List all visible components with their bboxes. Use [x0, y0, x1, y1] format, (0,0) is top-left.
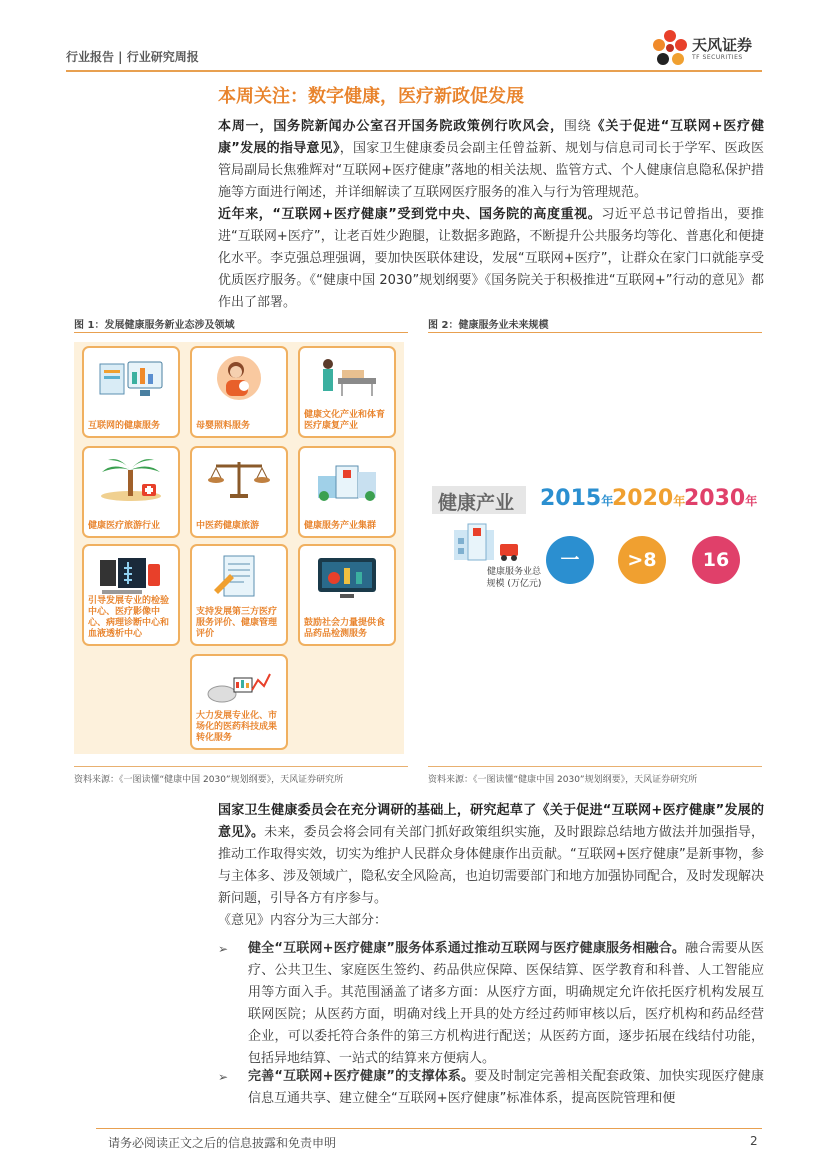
paragraph-1-body: ，国家卫生健康委员会副主任曾益新、规划与信息司司长于学军、医政医管局副局长焦雅辉对“互联网+医疗健康”落地的相关法规、监管方式、个人健康信息隐私保护措施等方面进行阐述，并详细解读了互联网医疗服务的准入与行为管理规范。 [218, 141, 764, 200]
bullet-arrow-icon: ➢ [218, 1070, 229, 1084]
document-icon [206, 554, 272, 600]
bullet-1-body: 融合需要从医疗、公共卫生、家庭医生签约、药品供应保障、医保结算、医学教育和科普、人工智能应用等方面入手。其范围涵盖了诸多方面：从医疗方面，明确规定允许依托医疗机构发展互联网医院；从医药方面，明确对线上开具的处方经过药师审核以后，医疗机构和药品经营企业，可以委托符合条件的第三方机构进行配送；从医药方面，逐步拓展在线结付功能，包括异地结算、一站式的结算来方便病人。 [248, 941, 764, 1066]
company-logo [650, 28, 770, 70]
buildings-icon [314, 456, 380, 502]
paragraph-1-lead: 本周一，国务院新闻办公室召开国务院政策例行吹风会， [218, 119, 564, 134]
paragraph-2 [218, 204, 764, 314]
paragraph-3-lead: 国家卫生健康委员会在充分调研的基础上，研究起草了《关于促进“互联网+医疗健康”发展的意见》。 [218, 803, 764, 840]
paragraph-1-doc: 《关于促进“互联网+医疗健康”发展的指导意见》 [218, 119, 764, 156]
industry-heading: 健康产业 [438, 492, 515, 514]
paragraph-4: 《意见》内容分为三大部分： [218, 913, 388, 928]
value-circle-2015: 一 [546, 536, 594, 584]
paragraph-2-body: 习近平总书记曾指出，要推进“互联网+医疗”，让老百姓少跑腿，让数据多跑路，不断提升公共服务均等化、普惠化和便捷化水平。李克强总理强调，要加快医联体建设，发展“互联网+医疗”，让群众在家门口就能享受优质医疗服务。《“健康中国 2030”规划纲要》《国务院关于积极推进“互联网+”行动的意见》都作出了部署。 [218, 207, 764, 310]
figure-2-rule [428, 332, 762, 333]
card-label: 引导发展专业的检验中心、医疗影像中心、病理诊断中心和血液透析中心 [88, 596, 170, 639]
nurse-patient-icon [314, 356, 380, 402]
figure-1-panel [74, 342, 404, 754]
figure-1-title: 图 1：发展健康服务新业态涉及领域 [74, 320, 235, 331]
card-medical-tourism [82, 446, 180, 538]
year-2015 [540, 486, 613, 511]
page-number: 2 [750, 1134, 758, 1148]
figure-2-title: 图 2：健康服务业未来规模 [428, 320, 549, 331]
section-title: 本周关注：数字健康，医疗新政促发展 [218, 86, 524, 107]
logo-name: 天风证券 [692, 36, 753, 54]
bullet-item-1 [218, 938, 764, 1070]
card-diagnostic-centers [82, 544, 180, 646]
scale-icon [206, 456, 272, 502]
paragraph-3-body: 未来，委员会将会同有关部门抓好政策组织实施，及时跟踪总结地方做法并加强指导，推动工作取得实效，切实为维护人民群众身体健康作出贡献。“互联网+医疗健康”是新事物，参与主体多、涉及领域广，隐私安全风险高，也迫切需要部门和地方加强协同配合，及时发现解决新问题，引导各方有序参与。 [218, 825, 765, 906]
paragraph-1 [218, 116, 764, 204]
card-label: 健康服务产业集群 [304, 521, 377, 531]
card-third-party-evaluation [190, 544, 288, 646]
card-label: 鼓励社会力量提供食品药品检测服务 [304, 618, 386, 639]
year-2020 [612, 486, 685, 511]
xray-icon [98, 554, 164, 600]
year-number: 2015 [540, 486, 602, 511]
card-label: 支持发展第三方医疗服务评价、健康管理评价 [196, 607, 278, 639]
card-label: 健康文化产业和体育医疗康复产业 [304, 410, 386, 431]
value-circle-2020: >8 [618, 536, 666, 584]
figure-1-rule [74, 332, 408, 333]
report-breadcrumb: 行业报告 | 行业研究周报 [66, 50, 199, 64]
year-unit: 年 [673, 494, 686, 508]
lab-screen-icon [314, 554, 380, 600]
metric-label: 健康服务业总规模 (万亿元) [486, 567, 542, 589]
card-label: 健康医疗旅游行业 [88, 521, 161, 531]
paragraph-1-mid: 围绕 [563, 119, 592, 134]
palm-tree-icon [98, 456, 164, 502]
year-number: 2030 [684, 486, 746, 511]
card-label: 中医药健康旅游 [196, 521, 260, 531]
figure-1-source-rule [74, 766, 408, 767]
mother-baby-icon [206, 356, 272, 402]
bullet-arrow-icon: ➢ [218, 942, 229, 956]
card-food-drug-testing [298, 544, 396, 646]
card-label: 大力发展专业化、市场化的医药科技成果转化服务 [196, 711, 278, 743]
logo-flower-icon [650, 28, 690, 70]
paragraph-3 [218, 800, 764, 910]
card-maternal-care [190, 346, 288, 438]
year-unit: 年 [745, 494, 758, 508]
card-label: 互联网的健康服务 [88, 421, 161, 431]
card-health-culture [298, 346, 396, 438]
logo-subtitle: TF SECURITIES [692, 54, 743, 61]
paragraph-2-lead: 近年来，“互联网+医疗健康”受到党中央、国务院的高度重视。 [218, 207, 602, 222]
figure-2-panel [428, 472, 762, 622]
bullet-item-2 [218, 1066, 764, 1110]
bullet-2-lead: 完善“互联网+医疗健康”的支撑体系。 [248, 1069, 475, 1084]
bullet-2-body: 要及时制定完善相关配套政策、加快实现医疗健康信息互通共享、建立健全“互联网+医疗健康”标准体系，提高医院管理和便 [248, 1069, 764, 1106]
figure-2-source-rule [428, 766, 762, 767]
year-number: 2020 [612, 486, 674, 511]
computer-icon [98, 356, 164, 402]
hospital-icon [450, 520, 522, 564]
figure-2-source: 资料来源：《一图读懂“健康中国 2030”规划纲要》，天风证券研究所 [428, 775, 698, 785]
card-health-cluster [298, 446, 396, 538]
value-circle-2030: 16 [692, 536, 740, 584]
industry-heading-box [432, 486, 526, 514]
card-tech-transfer [190, 654, 288, 750]
year-2030 [684, 486, 757, 511]
pill-chart-icon [206, 664, 272, 710]
year-unit: 年 [601, 494, 614, 508]
header-divider [66, 70, 762, 72]
footer-disclaimer: 请务必阅读正文之后的信息披露和免责申明 [108, 1136, 337, 1150]
card-label: 母婴照料服务 [196, 421, 251, 431]
card-tcm-tourism [190, 446, 288, 538]
figure-1-source: 资料来源：《一图读懂“健康中国 2030”规划纲要》，天风证券研究所 [74, 775, 344, 785]
card-internet-health [82, 346, 180, 438]
footer-divider [96, 1128, 762, 1129]
bullet-1-lead: 健全“互联网+医疗健康”服务体系通过推动互联网与医疗健康服务相融合。 [248, 941, 686, 956]
